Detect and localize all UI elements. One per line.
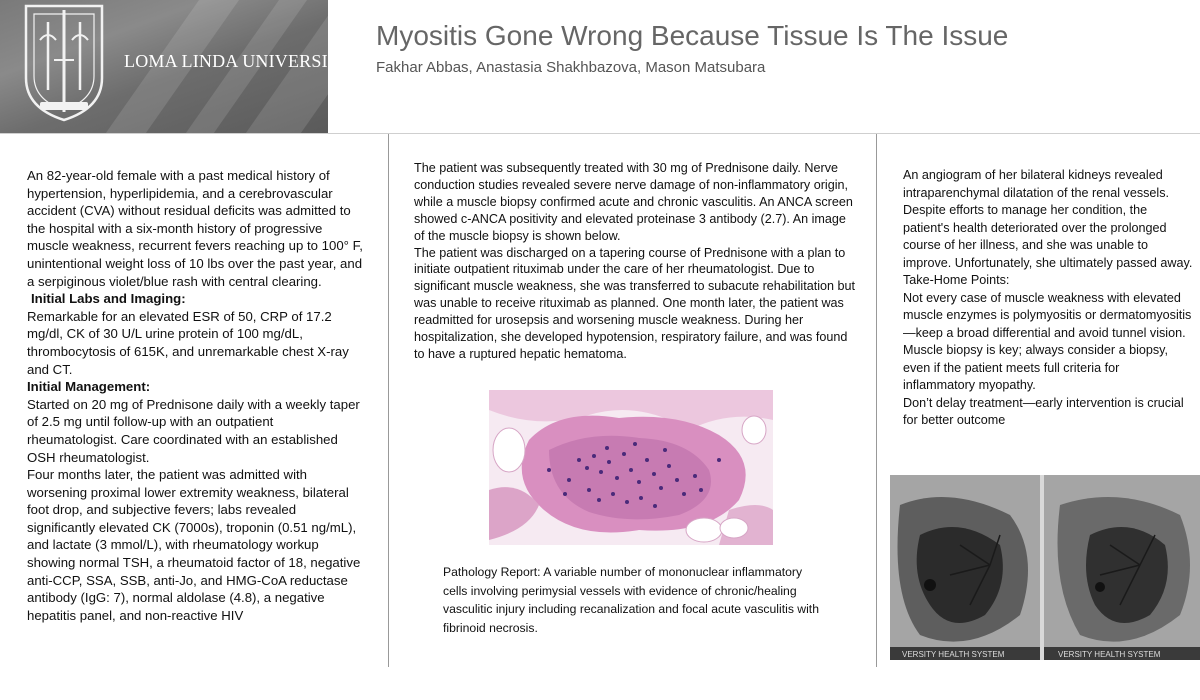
followup-text: Four months later, the patient was admitted with worsening proximal lower extremity weakness, bilateral foot drop, and subjective fevers; labs revealed significantly elevated CK (7000s), troponin (0.51 ng/mL), and lactate (3 mmol/L), with rheumatology workup showing normal TSH, a rheumatoid factor of 18, negative anti-CCP, SSA, SSB, anti-Jo, and HMG-CoA reductase antibody (IgG: 7), normal aldolase (4.8), a negative hepatitis panel, and non-reactive HIV (27, 467, 361, 623)
biopsy-histology-graphic (489, 390, 773, 545)
angio-caption: VERSITY HEALTH SYSTEM (1058, 650, 1161, 659)
case-presentation-column (27, 134, 367, 700)
renal-angiogram-image (890, 475, 1200, 660)
column-divider-2 (876, 134, 877, 667)
management-text: Started on 20 mg of Prednisone daily with a weekly taper of 2.5 mg until follow-up with an outpatient rheumatologist. Care coordinated with an established OSH rheumatologist. (27, 396, 360, 465)
case-intro-text: An 82-year-old female with a past medical history of hypertension, hyperlipidemia, and a cerebrovascular accident (CVA) without residual deficits was admitted to the hospital with a six-month history of progressive muscle weakness, recurrent fevers reaching up to 100° F, unintentional weight loss of 10 lbs over the past year, and a serpiginous violet/blue rash with central clearing. (27, 168, 363, 289)
poster-authors: Fakhar Abbas, Anastasia Shakhbazova, Mason Matsubara (376, 59, 766, 76)
takehome-point-2: Muscle biopsy is key; always consider a biopsy, even if the patient meets full criteria for inflammatory myopathy. (903, 343, 1169, 392)
takehome-point-3: Don’t delay treatment—early intervention is crucial for better outcome (903, 395, 1184, 427)
labs-heading: Initial Labs and Imaging: (31, 291, 186, 307)
poster-header (0, 0, 1200, 133)
labs-text: Remarkable for an elevated ESR of 50, CRP of 17.2 mg/dl, CK of 30 U/L urine protein of 100 mg/dL, thrombocytosis of 615K, and unremarkable chest X-ray and CT. (27, 308, 349, 377)
takehome-point-1: Not every case of muscle weakness with elevated muscle enzymes is polymyositis or dermatomyositis—keep a broad differential and avoid tunnel vision. (903, 290, 1192, 340)
university-name: LOMA LINDA UNIVERSITY (124, 51, 353, 71)
university-seal-icon (18, 0, 110, 124)
management-heading: Initial Management: (27, 379, 151, 395)
svg-text:VERSITY HEALTH SYSTEM: VERSITY HEALTH SYSTEM (902, 650, 1005, 659)
angiogram-graphic (890, 475, 1200, 660)
university-logo-banner (0, 0, 353, 133)
pathology-report-caption: Pathology Report: A variable number of mononuclear inflammatory cells involving perimysial vessels with evidence of chronic/healing vasculitic injury including recanalization and focal acute vasculitis with fibrinoid necrosis. (443, 565, 819, 635)
poster-title: Myositis Gone Wrong Because Tissue Is The Issue (376, 20, 1009, 51)
discharge-text: The patient was discharged on a tapering course of Prednisone with a plan to initiate outpatient rituximab under the care of her rheumatologist. Due to significant muscle weakness, she was transferred to subacute rehabilitation but was unable to receive rituximab as planned. One month later, the patient was readmitted for urosepsis and worsening muscle weakness. During her hospitalization, she developed hypotension, respiratory failure, and was found to have a ruptured hepatic hematoma. (414, 245, 856, 361)
angiogram-text: An angiogram of her bilateral kidneys revealed intraparenchymal dilatation of the renal vessels. Despite efforts to manage her condition, the patient's health deteriorated over the prolonged course of her illness, and she was unable to improve. Unfortunately, she ultimately passed away. (903, 168, 1193, 270)
treatment-text: The patient was subsequently treated with 30 mg of Prednisone daily. Nerve conduction studies revealed severe nerve damage of non-inflammatory origin, while a muscle biopsy confirmed acute and chronic vasculitis. An ANCA screen showed c-ANCA positivity and elevated proteinase 3 antibody (2.7). An image of the muscle biopsy is shown below. (414, 161, 853, 243)
takehome-heading: Take-Home Points: (903, 273, 1010, 287)
column-divider-1 (388, 134, 389, 667)
muscle-biopsy-image (489, 390, 773, 545)
